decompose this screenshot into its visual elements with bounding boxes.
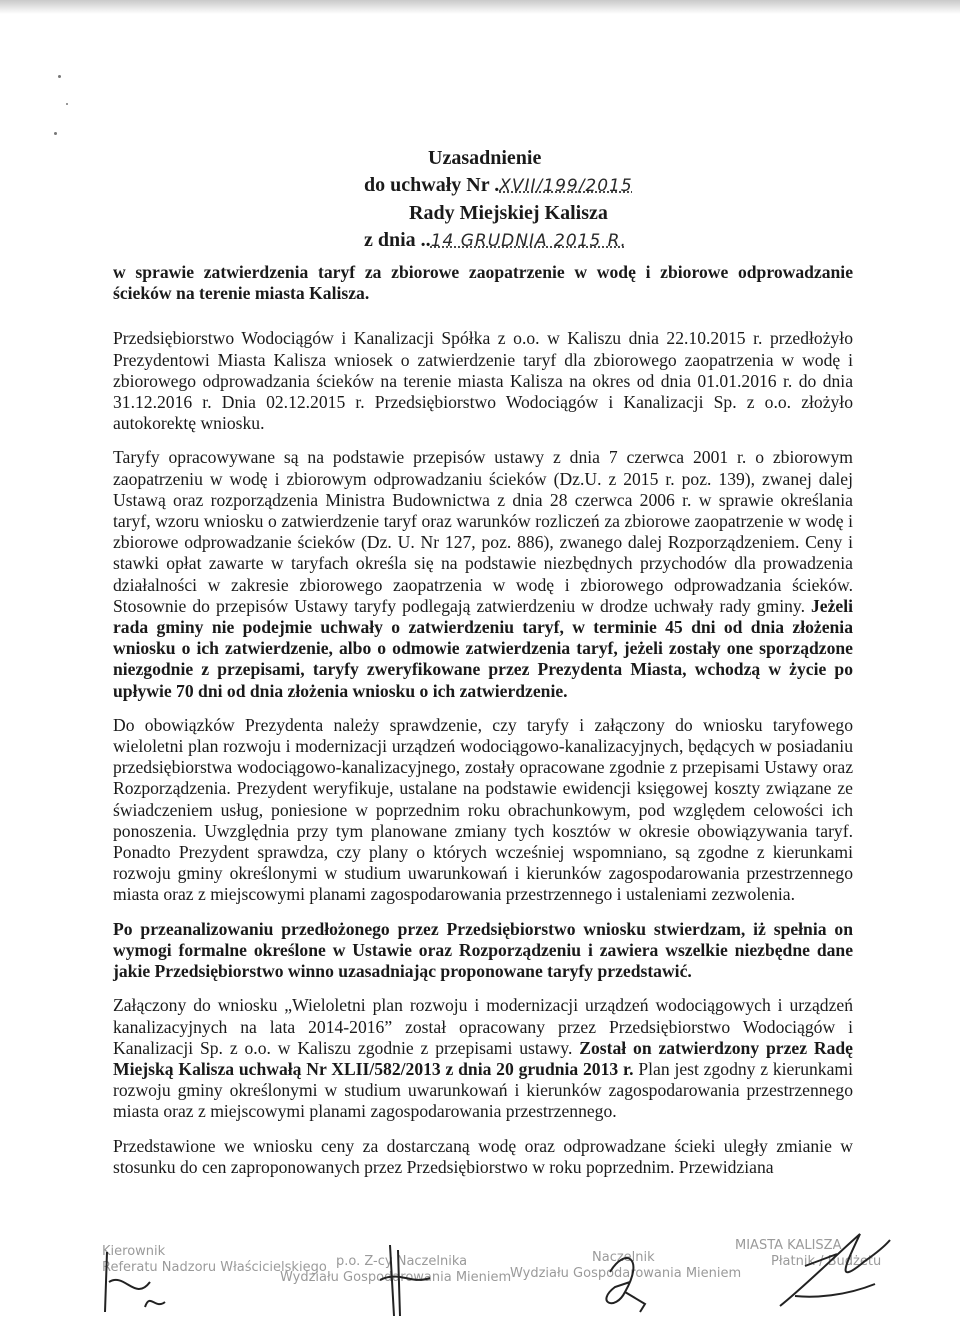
signature-4 — [775, 1226, 895, 1316]
paragraph-legal-basis — [113, 447, 853, 701]
signature-2 — [370, 1240, 450, 1320]
stamp-naczelnik-title: Naczelnik — [592, 1250, 655, 1265]
scan-shadow — [0, 0, 960, 14]
paragraph-conclusion: Po przeanalizowaniu przedłożonego przez Przedsiębiorstwo wniosku stwierdzam, iż spełnia on wymogi formalne określone w Ustawie oraz Rozporządzeniu i zawiera wszelkie niezbędne dane jakie Przedsiębiorstwo winno uzasadniając proponowane taryfy przedstawić. — [113, 918, 853, 982]
resolution-date-line — [364, 227, 664, 255]
scan-speck — [54, 132, 57, 135]
development-plan-tail-text: Plan jest zgodny z kierunkami rozwoju gminy określonymi w studium uwarunkowań i kierunków zagospodarowania przestrzennego miasta oraz z miejscowymi planami zagospodarowania przestrzennego. — [113, 1058, 853, 1122]
development-plan-bold-text: Został on zatwierdzony przez Radę Miejską Kalisza uchwałą Nr XLII/582/2013 z dnia 20 grudnia 2013 r. — [113, 1037, 853, 1079]
resolution-number-label: do uchwały Nr . — [364, 174, 500, 196]
document-title: Uzasadnienie — [428, 147, 542, 169]
scan-speck — [66, 103, 68, 105]
stamp-naczelnik-unit: Wydziału Gospodarowania Mieniem — [510, 1266, 742, 1281]
stamp-kierownik-title: Kierownik — [102, 1244, 166, 1259]
document-body — [113, 262, 853, 1178]
paragraph-application: Przedsiębiorstwo Wodociągów i Kanalizacji Spółka z o.o. w Kaliszu dnia 22.10.2015 r. przedłożyło Prezydentowi Miasta Kalisza wniosek o zatwierdzenie taryf dla zbiorowego zaopatrzenia w wodę i zbiorowego odprowadzania ścieków na terenie miasta Kalisza na okres od dnia 01.01.2016 r. do dnia 31.12.2016 r. Dnia 02.12.2015 r. Przedsiębiorstwo Wodociągów i Kanalizacji Sp. z o.o. złożyło autokorektę wniosku. — [113, 328, 853, 434]
stamp-city-unit: Płatnik / Budżetu — [771, 1254, 882, 1269]
paragraph-development-plan — [113, 995, 853, 1122]
signature-1 — [95, 1242, 175, 1322]
scan-speck — [58, 75, 61, 78]
development-plan-text: Załączony do wniosku „Wieloletni plan rozwoju i modernizacji urządzeń wodociągowych i urządzeń kanalizacyjnych na lata 2014-2016” został opracowany przez Przedsiębiorstwo Wodociągów i Kanalizacji Sp. z o.o. w Kaliszu zgodnie z przepisami ustawy. — [113, 995, 853, 1058]
document-header — [364, 145, 664, 255]
resolution-number-handwritten: XVII/199/2015 — [499, 176, 633, 196]
legal-basis-bold-text: Jeżeli rada gminy nie podejmie uchwały o zatwierdzeniu taryf, w terminie 45 dni od dnia złożenia wniosku o ich zatwierdzenie, albo o odmowie zatwierdzenia taryf, jeżeli zostały one sporządzone niezgodnie z przepisami, taryfy zweryfikowane przez Prezydenta Miasta, wchodzą w życie po upływie 70 dni od dnia złożenia wniosku o ich zatwierdzenie. — [113, 595, 853, 701]
stamp-kierownik-unit: Referatu Nadzoru Właścicielskiego — [102, 1260, 327, 1275]
council-name: Rady Miejskiej Kalisza — [409, 202, 608, 224]
resolution-date-label: z dnia .. — [364, 229, 431, 251]
signature-stamps — [40, 1238, 920, 1318]
resolution-date-handwritten: 14 GRUDNIA 2015 R. — [430, 231, 627, 251]
stamp-deputy-head-unit: Wydziału Gospodarowania Mieniem — [280, 1270, 512, 1285]
signature-3 — [585, 1242, 665, 1322]
stamp-deputy-head-title: p.o. Z-cy Naczelnika — [336, 1254, 468, 1269]
paragraph-price-changes: Przedstawione we wniosku ceny za dostarczaną wodę oraz odprowadzane ścieki uległy zmianie w stosunku do cen zaproponowanych przez Przedsiębiorstwo w roku poprzednim. Przewidziana — [113, 1135, 853, 1177]
stamp-city-title: MIASTA KALISZA — [735, 1238, 842, 1253]
resolution-number-line — [364, 172, 664, 200]
legal-basis-text: Taryfy opracowywane są na podstawie przepisów ustawy z dnia 7 czerwca 2001 r. o zbiorowym zaopatrzeniu w wodę i zbiorowym odprowadzaniu ścieków (Dz.U. z 2015 r. poz. 139), zwanej dalej Ustawą oraz rozporządzenia Ministra Budownictwa z dnia 28 czerwca 2006 r. w sprawie określania taryf, wzoru wniosku o zatwierdzenie taryf oraz warunków rozliczeń za zbiorowe zaopatrzenie w wodę i zbiorowe odprowadzanie ścieków (Dz. U. Nr 127, poz. 886), zwanego dalej Rozporządzeniem. Ceny i stawki opłat zawarte w taryfach określa się na podstawie niezbędnych przychodów dla prowadzenia działalności w zakresie zbiorowego zaopatrzenia w wodę i zbiorowego odprowadzania ścieków. Stosownie do przepisów Ustawy taryfy podlegają zatwierdzeniu w drodze uchwały rady gminy. — [113, 447, 853, 616]
paragraph-president-duties: Do obowiązków Prezydenta należy sprawdzenie, czy taryfy i załączony do wniosku taryfowego wieloletni plan rozwoju i modernizacji urządzeń wodociągowo-kanalizacyjnych, będących w posiadaniu przedsiębiorstwa wodociągowo-kanalizacyjnego, zostały opracowane zgodnie z przepisami Ustawy oraz Rozporządzenia. Prezydent weryfikuje, ustalane na podstawie ewidencji księgowej koszty związane ze świadczeniem usług, poniesione w poprzednim roku obrachunkowym, pod względem celowości ich ponoszenia. Uwzględnia przy tym planowane zmiany tych kosztów w okresie obowiązywania taryf. Ponadto Prezydent sprawdza, czy plany o których wcześniej wspomniano, są zgodne z kierunkami rozwoju gminy określonymi w studium uwarunkowań i kierunków zagospodarowania przestrzennego miasta oraz z miejscowymi planami zagospodarowania przestrzennego i ustaleniami zezwolenia. — [113, 714, 853, 905]
document-subject: w sprawie zatwierdzenia taryf za zbiorowe zaopatrzenie w wodę i zbiorowe odprowadzanie ścieków na terenie miasta Kalisza. — [113, 262, 853, 304]
